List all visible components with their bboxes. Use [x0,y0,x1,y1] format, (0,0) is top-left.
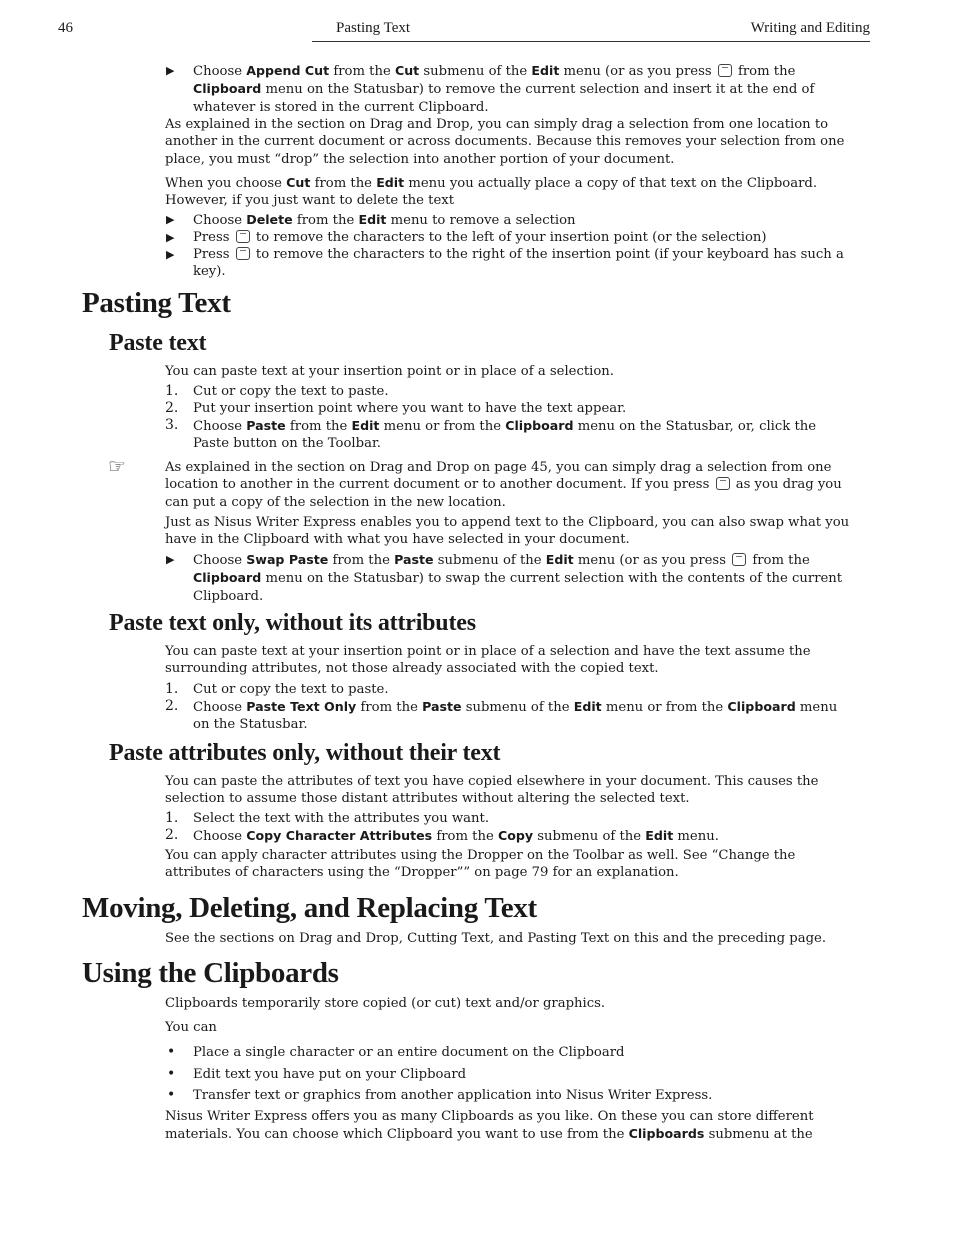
option-key-icon [716,477,730,490]
paragraph-paste-attributes-intro: You can paste the attributes of text you have copied elsewhere in your document. This causes the selection to assume those distant attributes without altering the selected text. [165,774,819,807]
heading-paste-attributes-only: Paste attributes only, without their text [109,740,501,766]
triangle-bullet-icon: ▶ [166,231,175,244]
list-item-step: 1. Select the text with the attributes you want. [165,810,490,826]
heading-paste-text-only: Paste text only, without its attributes [109,610,476,636]
paragraph-paste-text-only-intro: You can paste text at your insertion point or in place of a selection and have the text assume the surrounding attributes, not those already associated with the copied text. [165,644,811,677]
paragraph-dropper: You can apply character attributes using the Dropper on the Toolbar as well. See “Change the attributes of characters using the “Dropper”” on page 79 for an explanation. [165,848,796,881]
list-item-bullet: • Transfer text or graphics from another application into Nisus Writer Express. [167,1087,713,1103]
paragraph-note-drag-copy: As explained in the section on Drag and Drop on page 45, you can simply drag a selection from one location to another in the current document or to another document. If you press as you drag you can put a copy of the selection in the new location. [165,460,842,510]
dot-bullet-icon: • [167,1066,176,1082]
running-header-chapter: Writing and Editing [750,20,870,36]
list-item-bullet: • Place a single character or an entire document on the Clipboard [167,1044,625,1060]
list-item-step: 1. Cut or copy the text to paste. [165,383,389,399]
heading-moving-deleting-replacing: Moving, Deleting, and Replacing Text [82,892,537,924]
heading-using-clipboards: Using the Clipboards [82,957,339,989]
list-item-step: 2. Put your insertion point where you want to have the text appear. [165,400,627,416]
dot-bullet-icon: • [167,1044,176,1060]
heading-paste-text: Paste text [109,330,207,356]
list-item-press-delete: ▶ Press to remove the characters to the left of your insertion point (or the selection) [166,230,767,245]
dot-bullet-icon: • [167,1087,176,1103]
heading-pasting-text: Pasting Text [82,287,231,319]
list-item-step: 3. Choose Paste from the Edit menu or from the Clipboard menu on the Statusbar, or, click the Paste button on the Toolbar. [165,417,817,452]
paragraph-moving: See the sections on Drag and Drop, Cutting Text, and Pasting Text on this and the preceding page. [165,931,827,946]
page-number: 46 [58,20,73,36]
list-item-press-forward-delete: ▶ Press to remove the characters to the right of the insertion point (if your keyboard has such a key). [166,247,844,280]
triangle-bullet-icon: ▶ [166,553,175,566]
paragraph-you-can: You can [165,1020,217,1035]
list-item-swap-paste: ▶ Choose Swap Paste from the Paste submenu of the Edit menu (or as you press from the Clipboard menu on the Statusbar) to swap the current selection with the contents of the current Clipboard. [166,552,843,604]
paragraph-swap-intro: Just as Nisus Writer Express enables you to append text to the Clipboard, you can also swap what you have in the Clipboard with what you have selected in your document. [165,515,850,548]
delete-key-icon [236,230,250,243]
pointing-hand-note-icon: ☞ [108,454,126,478]
paragraph-clipboards-intro: Clipboards temporarily store copied (or cut) text and/or graphics. [165,996,606,1011]
header-rule [312,41,870,42]
command-key-icon [718,64,732,77]
paragraph-cut: When you choose Cut from the Edit menu you actually place a copy of that text on the Clipboard. However, if you just want to delete the text [165,175,818,209]
list-item-bullet: • Edit text you have put on your Clipboard [167,1066,467,1082]
triangle-bullet-icon: ▶ [166,248,175,261]
paragraph-clipboards-outro: Nisus Writer Express offers you as many Clipboards as you like. On these you can store different materials. You can choose which Clipboard you want to use from the Clipboards submenu at the [165,1109,814,1143]
list-item-delete: ▶ Choose Delete from the Edit menu to remove a selection [166,212,576,228]
command-key-icon [732,553,746,566]
running-header-section: Pasting Text [336,20,411,36]
triangle-bullet-icon: ▶ [166,213,175,226]
forward-delete-key-icon [236,247,250,260]
list-item-step: 2. Choose Paste Text Only from the Paste submenu of the Edit menu or from the Clipboard menu on the Statusbar. [165,698,838,733]
triangle-bullet-icon: ▶ [166,64,175,77]
paragraph-paste-intro: You can paste text at your insertion point or in place of a selection. [165,364,614,379]
list-item-step: 2. Choose Copy Character Attributes from the Copy submenu of the Edit menu. [165,827,719,844]
list-item-step: 1. Cut or copy the text to paste. [165,681,389,697]
paragraph-drag-drop: As explained in the section on Drag and Drop, you can simply drag a selection from one location to another in the current document or across documents. Because this removes your selection from one place, you must “drop” the selection into another portion of your document. [165,117,845,167]
list-item-append-cut: ▶ Choose Append Cut from the Cut submenu of the Edit menu (or as you press from the Clipboard menu on the Statusbar) to remove the current selection and insert it at the end of whatever is stored in the current Clipboard. [166,63,815,115]
